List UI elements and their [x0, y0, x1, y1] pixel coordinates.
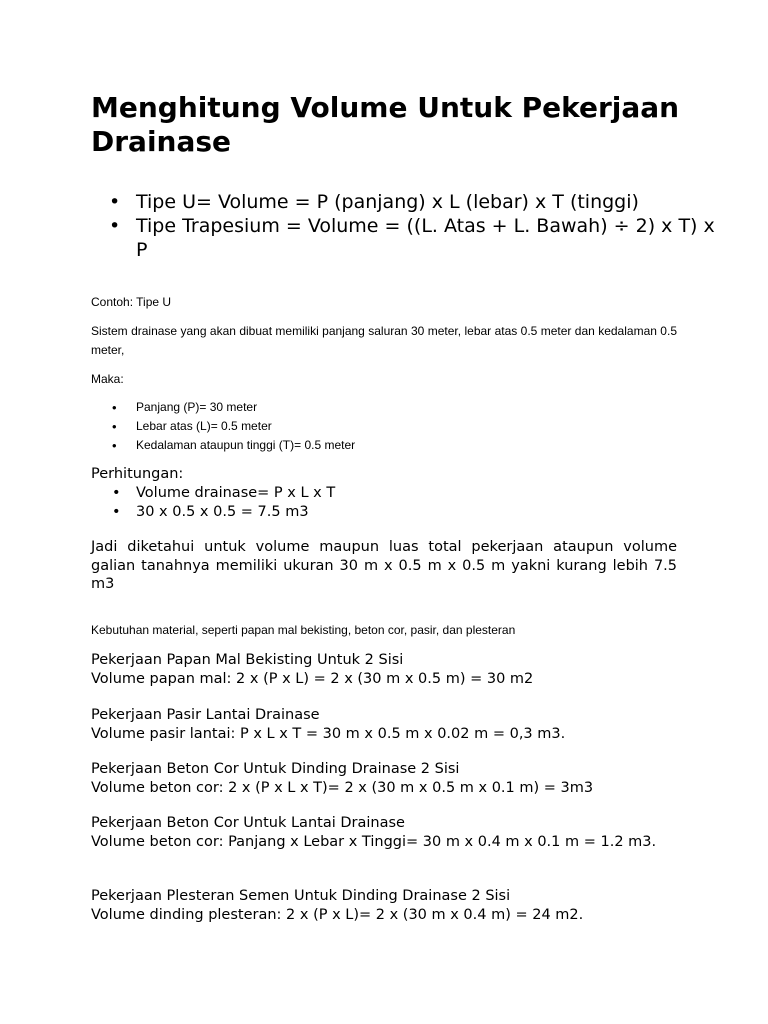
work-formula: Volume pasir lantai: P x L x T = 30 m x 0.5 m x 0.02 m = 0,3 m3.: [91, 725, 566, 742]
given-value-panjang: • Panjang (P)= 30 meter: [136, 398, 355, 417]
given-value-kedalaman: • Kedalaman ataupun tinggi (T)= 0.5 meter: [136, 436, 355, 455]
maka-label: Maka:: [91, 372, 124, 386]
given-values-list: [91, 398, 355, 455]
work-formula: Volume beton cor: 2 x (P x L x T)= 2 x (30 m x 0.5 m x 0.1 m) = 3m3: [91, 779, 594, 796]
materials-label: Kebutuhan material, seperti papan mal bekisting, beton cor, pasir, dan plesteran: [91, 623, 516, 637]
conclusion-paragraph: Jadi diketahui untuk volume maupun luas total pekerjaan ataupun volume galian tanahnya memiliki ukuran 30 m x 0.5 m x 0.5 m yakni kurang lebih 7.5 m3: [91, 539, 677, 592]
calculation-step-result: • 30 x 0.5 x 0.5 = 7.5 m3: [136, 503, 335, 522]
given-value-lebar: • Lebar atas (L)= 0.5 meter: [136, 417, 355, 436]
work-item: [91, 706, 677, 743]
formula-list: [91, 190, 726, 262]
work-item: [91, 814, 677, 851]
calculation-step-formula: • Volume drainase= P x L x T: [136, 484, 335, 503]
work-formula: Volume beton cor: Panjang x Lebar x Tinggi= 30 m x 0.4 m x 0.1 m = 1.2 m3.: [91, 833, 657, 850]
work-formula: Volume dinding plesteran: 2 x (P x L)= 2 x (30 m x 0.4 m) = 24 m2.: [91, 906, 584, 923]
calculation-steps-list: [91, 484, 335, 521]
work-heading: Pekerjaan Plesteran Semen Untuk Dinding Drainase 2 Sisi: [91, 888, 511, 904]
calculation-label: Perhitungan:: [91, 466, 184, 482]
work-heading: Pekerjaan Beton Cor Untuk Dinding Drainase 2 Sisi: [91, 761, 460, 777]
work-heading: Pekerjaan Beton Cor Untuk Lantai Drainase: [91, 815, 405, 831]
work-item: [91, 651, 677, 688]
work-heading: Pekerjaan Pasir Lantai Drainase: [91, 707, 320, 723]
example-text: Sistem drainase yang akan dibuat memiliki panjang saluran 30 meter, lebar atas 0.5 meter dan kedalaman 0.5 meter,: [91, 324, 677, 357]
work-heading: Pekerjaan Papan Mal Bekisting Untuk 2 Sisi: [91, 652, 404, 668]
work-formula: Volume papan mal: 2 x (P x L) = 2 x (30 m x 0.5 m) = 30 m2: [91, 670, 534, 687]
work-item: [91, 887, 677, 924]
work-item: [91, 760, 677, 797]
page-title: Menghitung Volume Untuk Pekerjaan Drainase: [91, 91, 680, 158]
example-label: Contoh: Tipe U: [91, 295, 172, 309]
formula-item-tipe-u: • Tipe U= Volume = P (panjang) x L (lebar) x T (tinggi): [136, 190, 726, 214]
formula-item-tipe-trapesium: • Tipe Trapesium = Volume = ((L. Atas + L. Bawah) ÷ 2) x T) x P: [136, 214, 726, 262]
